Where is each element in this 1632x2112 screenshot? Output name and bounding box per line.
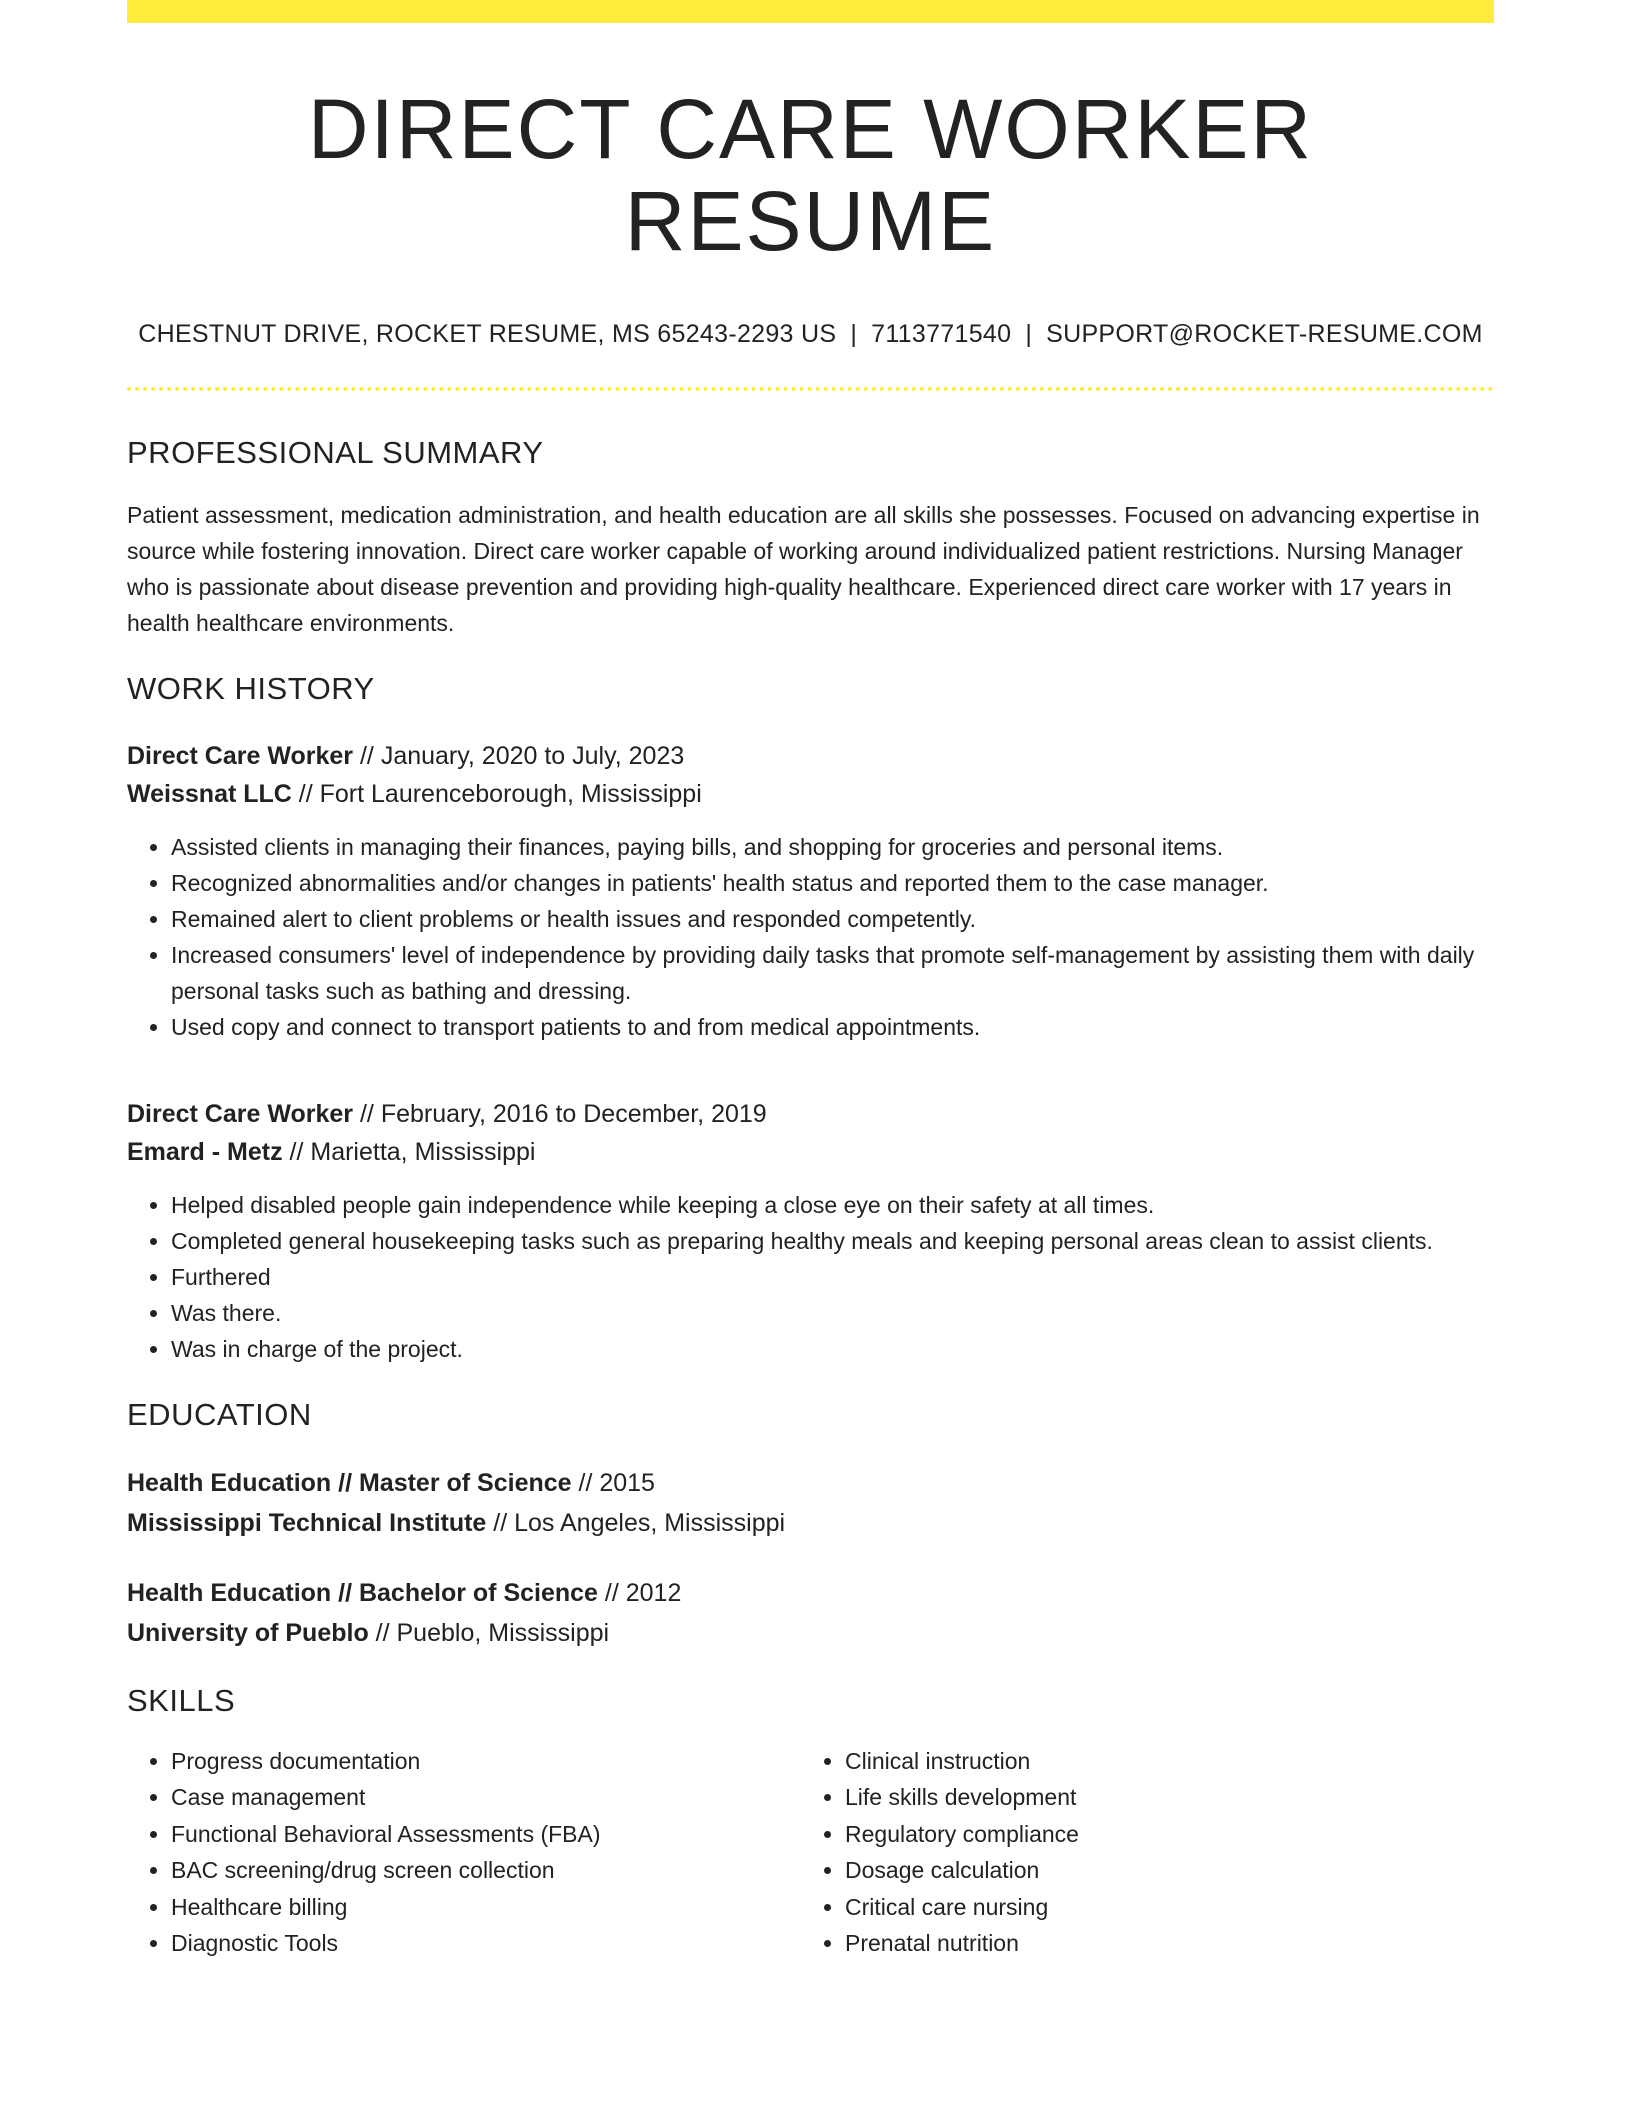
list-item: • Helped disabled people gain independence while keeping a close eye on their safety at all times.: [171, 1187, 1494, 1223]
skill-item: • Critical care nursing: [845, 1889, 1475, 1926]
resume-title: DIRECT CARE WORKER RESUME: [307, 82, 1314, 269]
job-location: // Marietta, Mississippi: [282, 1137, 536, 1166]
job-entry: [127, 737, 1494, 1045]
skill-item: • Progress documentation: [171, 1743, 801, 1780]
accent-top-bar: [127, 0, 1494, 23]
skill-item: • BAC screening/drug screen collection: [171, 1852, 801, 1889]
list-item: • Was there.: [171, 1295, 1494, 1331]
job-company-line: [127, 1133, 1494, 1171]
skill-item: • Functional Behavioral Assessments (FBA): [171, 1816, 801, 1853]
list-item: • Was in charge of the project.: [171, 1331, 1494, 1367]
job-dates: // February, 2016 to December, 2019: [353, 1099, 767, 1128]
education-heading: EDUCATION: [127, 1396, 312, 1432]
skills-column-2: [801, 1743, 1475, 1962]
skills-column-1: [127, 1743, 801, 1962]
skill-item: • Prenatal nutrition: [845, 1925, 1475, 1962]
contact-address: CHESTNUT DRIVE, ROCKET RESUME, MS 65243-2293 US: [138, 319, 837, 348]
dotted-divider: [127, 387, 1494, 391]
skill-item: • Diagnostic Tools: [171, 1925, 801, 1962]
education-school-line: [127, 1503, 1494, 1543]
skills-grid: [127, 1743, 1494, 1962]
skill-item: • Life skills development: [845, 1779, 1475, 1816]
education-degree-line: [127, 1573, 1494, 1613]
contact-phone: 7113771540: [871, 319, 1012, 348]
contact-separator: |: [850, 319, 858, 348]
job-entry: [127, 1095, 1494, 1367]
skill-item: • Healthcare billing: [171, 1889, 801, 1926]
work-history-heading: WORK HISTORY: [127, 670, 375, 706]
education-school: Mississippi Technical Institute: [127, 1508, 487, 1537]
skill-item: • Clinical instruction: [845, 1743, 1475, 1780]
job-bullets: [127, 1187, 1494, 1367]
job-location: // Fort Laurenceborough, Mississippi: [291, 779, 702, 808]
list-item: • Increased consumers' level of independence by providing daily tasks that promote self-management by assisting them with daily personal tasks such as bathing and dressing.: [171, 937, 1494, 1009]
education-location: // Pueblo, Mississippi: [368, 1618, 610, 1647]
list-item: • Remained alert to client problems or health issues and responded competently.: [171, 901, 1494, 937]
list-item: • Recognized abnormalities and/or changes in patients' health status and reported them to the case manager.: [171, 865, 1494, 901]
list-item: • Furthered: [171, 1259, 1494, 1295]
job-dates: // January, 2020 to July, 2023: [353, 741, 685, 770]
job-company: Emard - Metz: [127, 1137, 283, 1166]
contact-line: [127, 320, 1494, 349]
education-entry: [127, 1573, 1494, 1653]
education-entry: [127, 1463, 1494, 1543]
education-location: // Los Angeles, Mississippi: [486, 1508, 786, 1537]
skill-item: • Case management: [171, 1779, 801, 1816]
summary-heading: PROFESSIONAL SUMMARY: [127, 434, 544, 470]
job-bullets: [127, 829, 1494, 1045]
list-item: • Completed general housekeeping tasks such as preparing healthy meals and keeping personal areas clean to assist clients.: [171, 1223, 1494, 1259]
education-year: // 2012: [597, 1578, 682, 1607]
list-item: • Used copy and connect to transport patients to and from medical appointments.: [171, 1009, 1494, 1045]
contact-separator: |: [1025, 319, 1033, 348]
education-school-line: [127, 1613, 1494, 1653]
education-degree-line: [127, 1463, 1494, 1503]
contact-email: SUPPORT@ROCKET-RESUME.COM: [1046, 319, 1483, 348]
skill-item: • Dosage calculation: [845, 1852, 1475, 1889]
summary-text: Patient assessment, medication administration, and health education are all skills she possesses. Focused on advancing expertise in source while fostering innovation. Direct care worker capable of working around individualized patient restrictions. Nursing Manager who is passionate about disease prevention and providing high-quality healthcare. Experienced direct care worker with 17 years in health healthcare environments.: [127, 501, 1480, 636]
job-title-line: [127, 1095, 1494, 1133]
list-item: • Assisted clients in managing their finances, paying bills, and shopping for groceries and personal items.: [171, 829, 1494, 865]
job-role: Direct Care Worker: [127, 741, 354, 770]
education-school: University of Pueblo: [127, 1618, 369, 1647]
skills-heading: SKILLS: [127, 1682, 236, 1718]
job-title-line: [127, 737, 1494, 775]
resume-page: [127, 0, 1494, 1962]
job-role: Direct Care Worker: [127, 1099, 354, 1128]
job-company-line: [127, 775, 1494, 813]
education-year: // 2015: [571, 1468, 655, 1497]
skill-item: • Regulatory compliance: [845, 1816, 1475, 1853]
education-degree: Health Education // Master of Science: [127, 1468, 572, 1497]
job-company: Weissnat LLC: [127, 779, 292, 808]
education-degree: Health Education // Bachelor of Science: [127, 1578, 598, 1607]
